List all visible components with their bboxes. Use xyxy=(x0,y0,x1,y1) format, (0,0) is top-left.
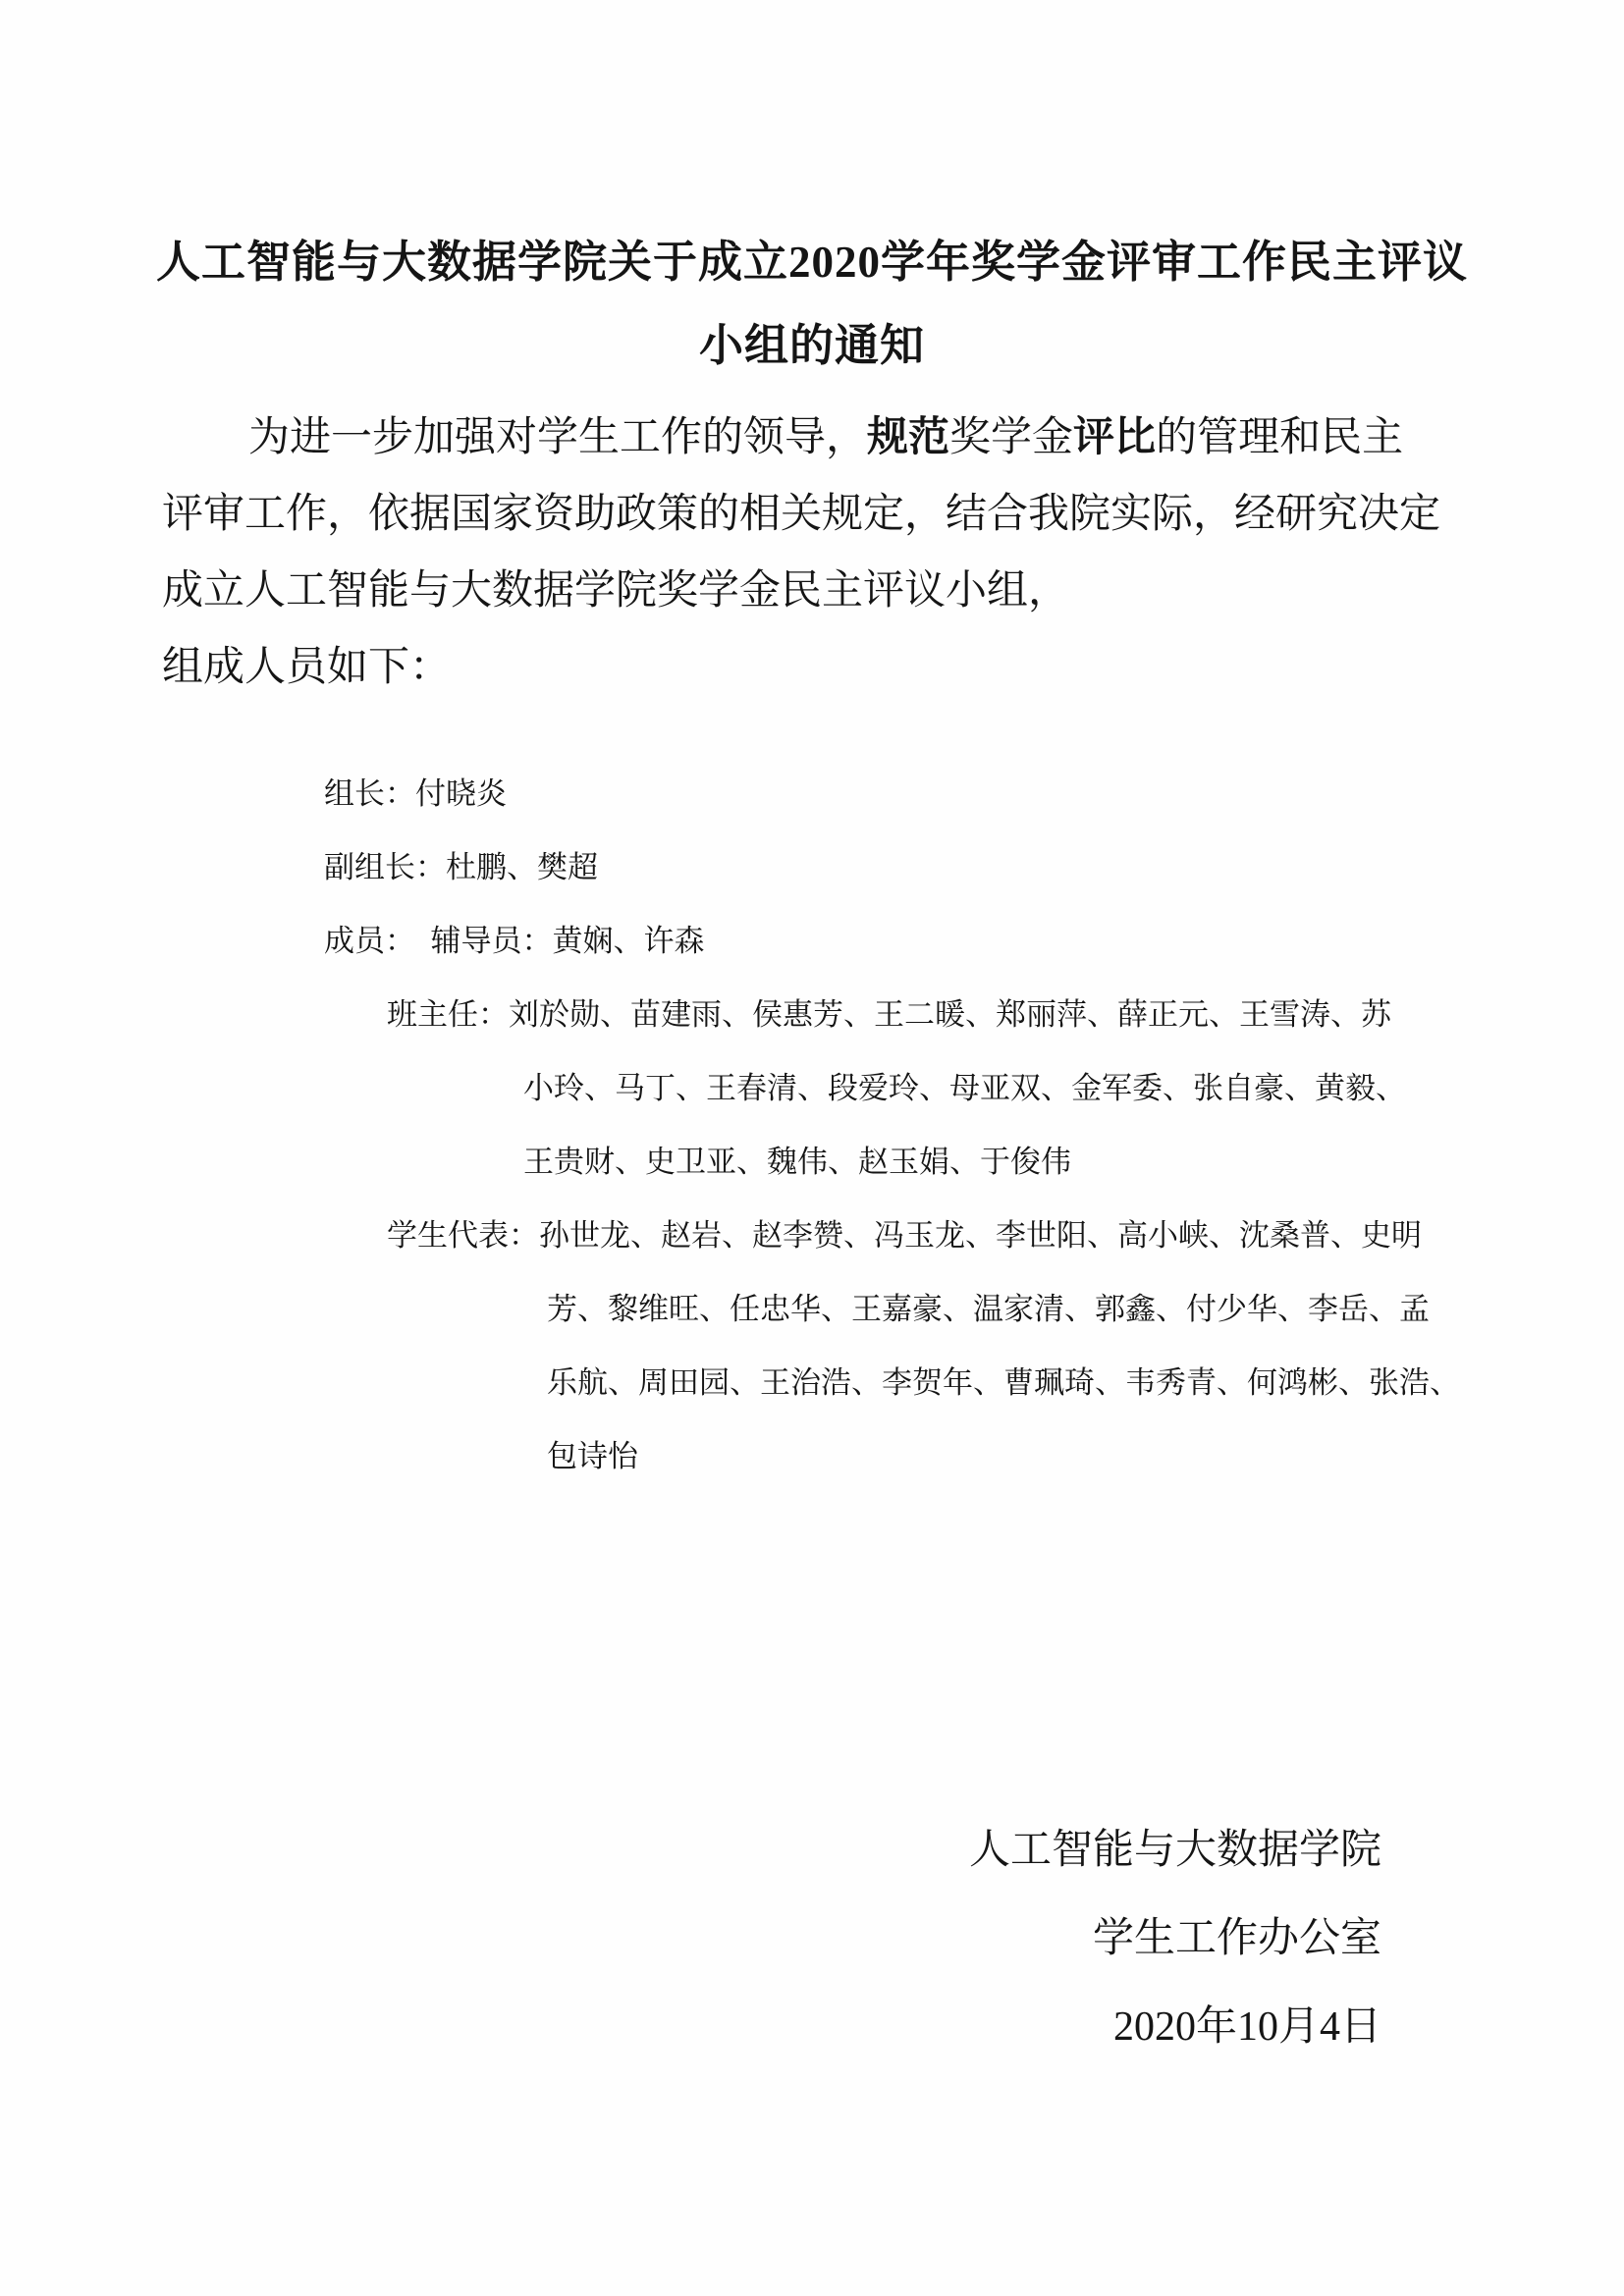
roster-line-leader: 组长：付晓炎 xyxy=(324,776,507,811)
roster-line-student-reps-3: 乐航、周田园、王治浩、李贺年、曹珮琦、韦秀青、何鸿彬、张浩、 xyxy=(547,1365,1460,1400)
roster-line-head-teachers-2: 小玲、马丁、王春清、段爱玲、母亚双、金军委、张自豪、黄毅、 xyxy=(523,1071,1406,1105)
paragraph-line-1-seg-5: 的管理和民主 xyxy=(1156,415,1404,460)
paragraph-line-4: 组成人员如下： xyxy=(162,645,452,690)
title-line-2: 小组的通知 xyxy=(698,321,925,370)
signature-date-line: 2020年10月4日 xyxy=(1112,2004,1381,2050)
roster-line-student-reps-1: 学生代表：孙世龙、赵岩、赵李赞、冯玉龙、李世阳、高小峡、沈桑普、史明 xyxy=(387,1218,1422,1253)
signature-office-line: 学生工作办公室 xyxy=(1092,1916,1381,1961)
title-line-1: 人工智能与大数据学院关于成立2020学年奖学金评审工作民主评议 xyxy=(155,238,1468,287)
signature-org-line: 人工智能与大数据学院 xyxy=(968,1828,1381,1873)
paragraph-line-1 xyxy=(162,400,1462,476)
roster-line-student-reps-2: 芳、黎维旺、任忠华、王嘉豪、温家清、郭鑫、付少华、李岳、孟 xyxy=(547,1292,1430,1326)
roster-line-head-teachers-3: 王贵财、史卫亚、魏伟、赵玉娟、于俊伟 xyxy=(523,1145,1071,1179)
signature-block xyxy=(0,1806,1624,2071)
paragraph-line-1-seg-4-bold: 评比 xyxy=(1073,415,1157,460)
roster-line-student-reps-4: 包诗怡 xyxy=(547,1439,638,1473)
roster-line-members-counselors: 成员： 辅导员：黄娴、许森 xyxy=(324,924,705,958)
paragraph-line-1-seg-2-bold: 规范 xyxy=(867,415,950,460)
paragraph-line-1-seg-3: 奖学金 xyxy=(949,415,1074,460)
document-title xyxy=(0,0,1624,388)
paragraph-line-3: 成立人工智能与大数据学院奖学金民主评议小组， xyxy=(162,568,1070,614)
paragraph-line-2: 评审工作，依据国家资助政策的相关规定，结合我院实际，经研究决定 xyxy=(162,492,1441,537)
body-paragraph xyxy=(162,400,1462,706)
roster-line-deputy-leaders: 副组长：杜鹏、樊超 xyxy=(324,850,598,884)
roster-line-head-teachers-1: 班主任：刘於勋、苗建雨、侯惠芳、王二暖、郑丽萍、薛正元、王雪涛、苏 xyxy=(387,997,1391,1032)
paragraph-line-1-seg-1: 为进一步加强对学生工作的领导， xyxy=(248,415,868,460)
roster-section xyxy=(0,757,1624,1493)
